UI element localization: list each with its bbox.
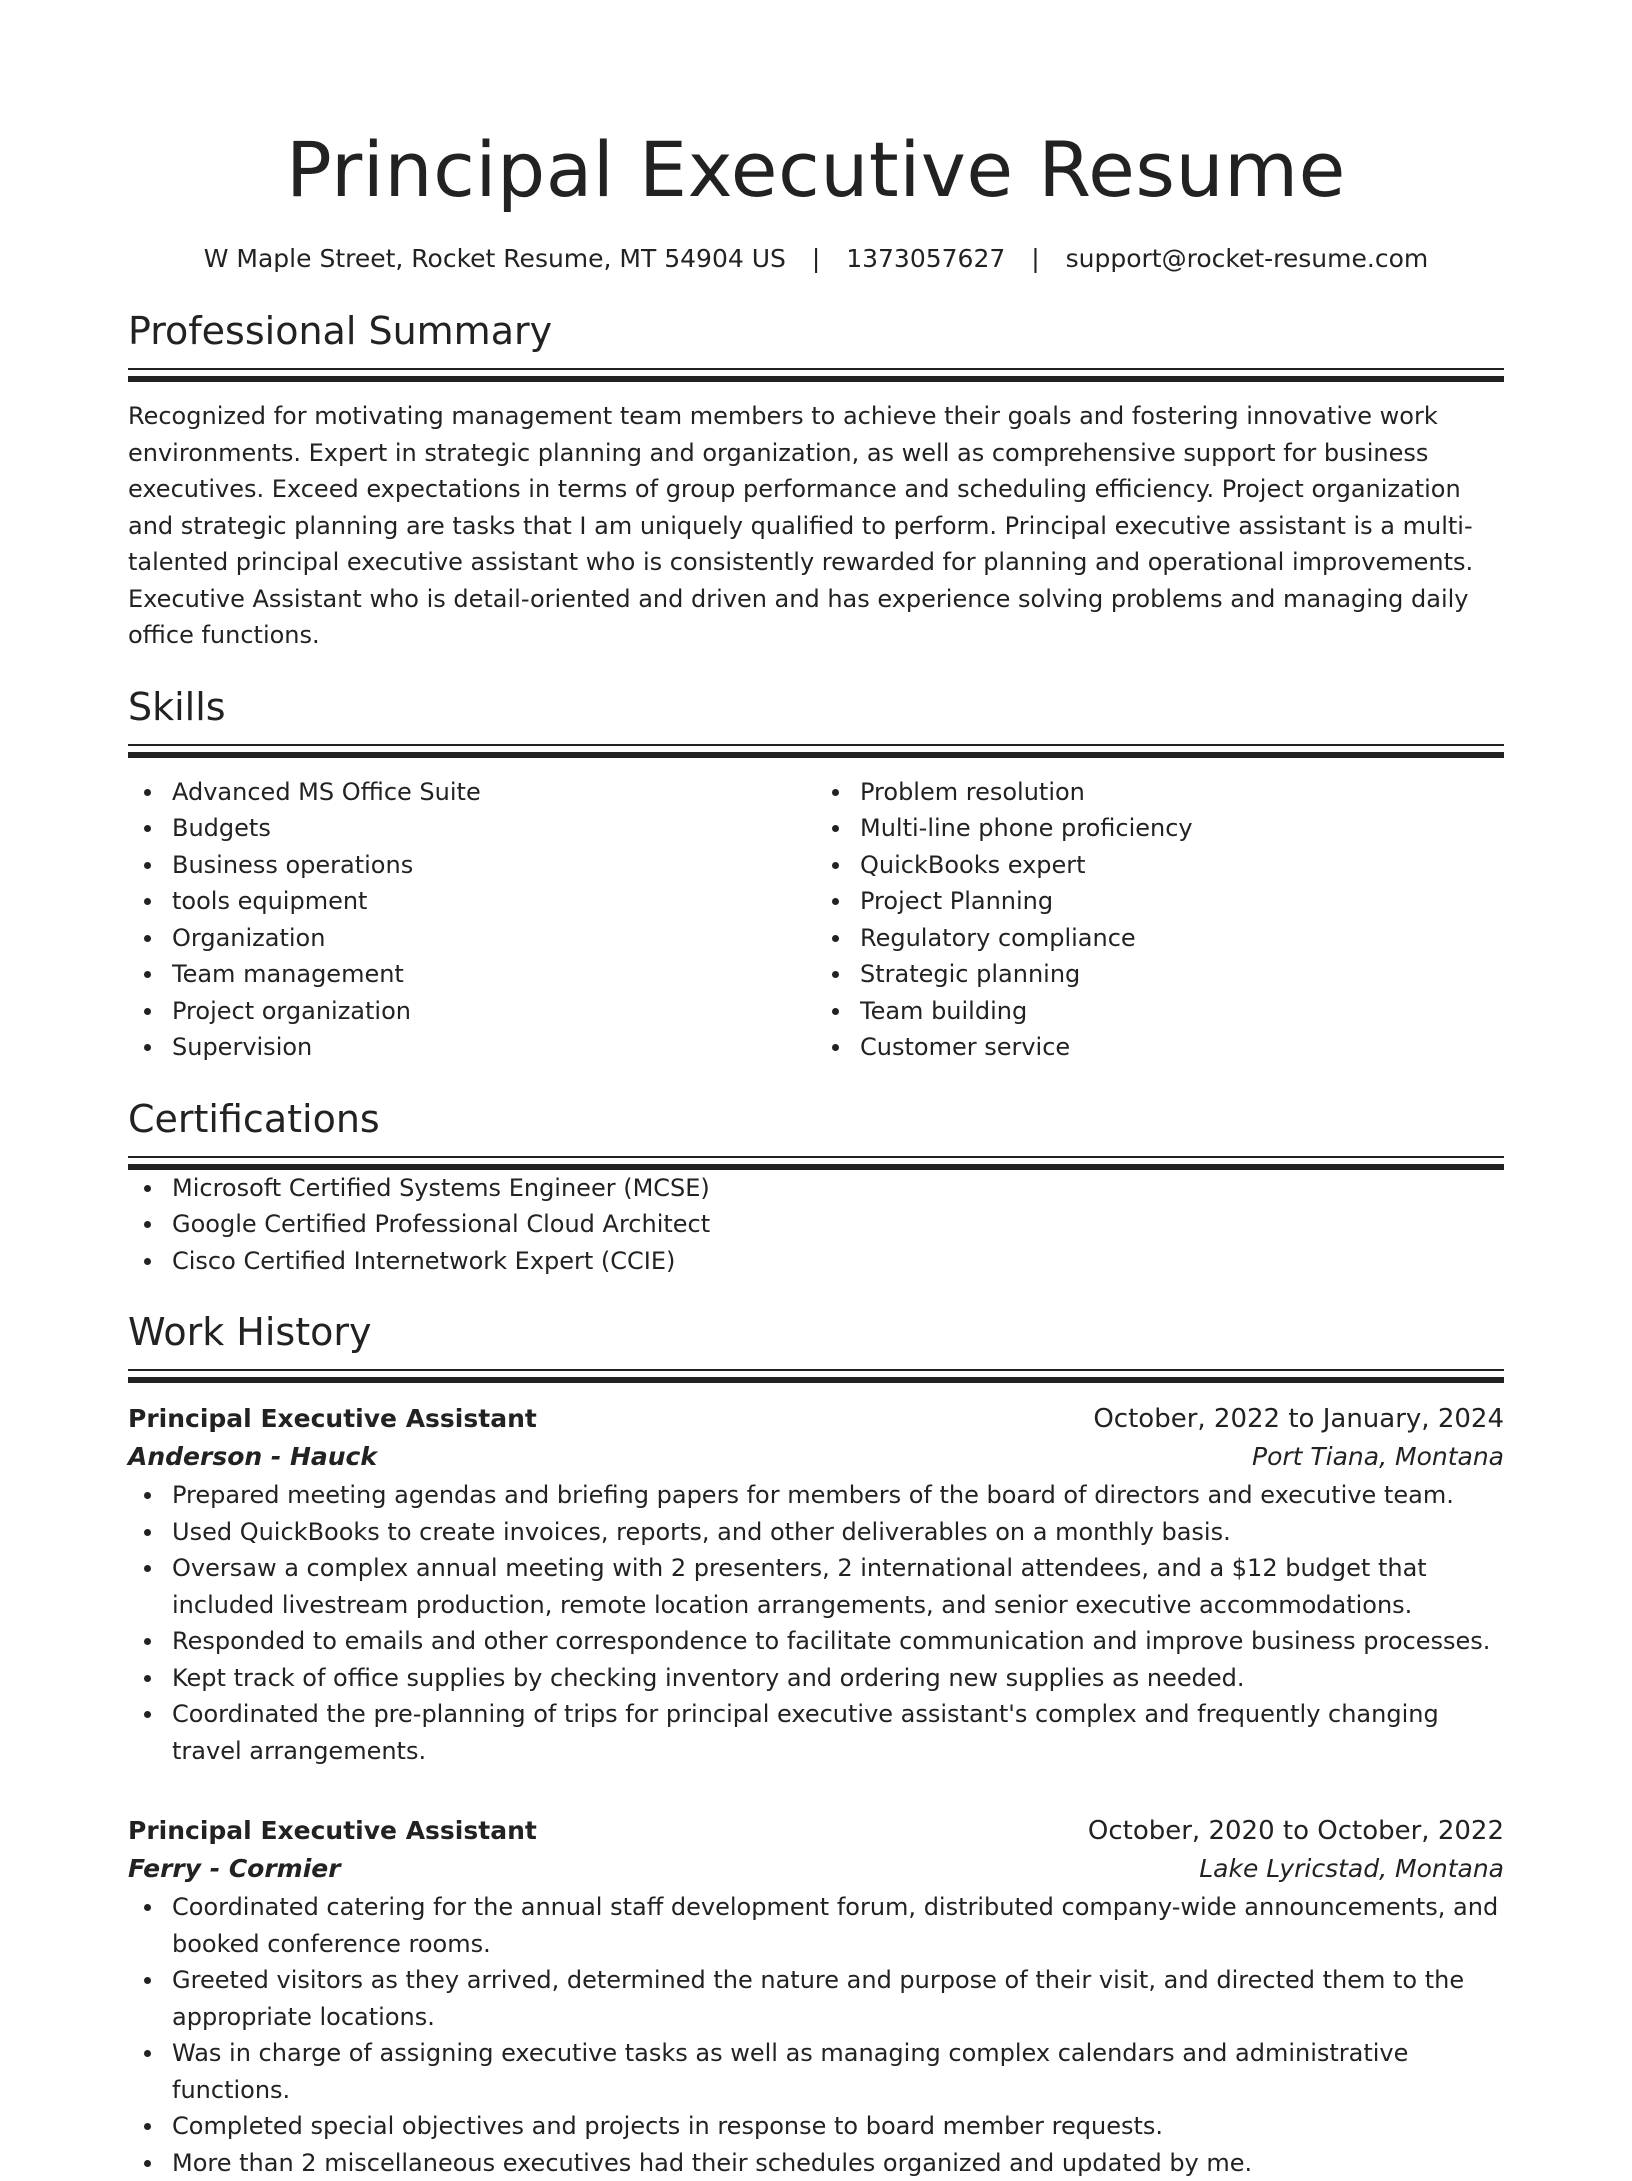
skill-item: Multi-line phone proficiency (860, 810, 1504, 847)
job-location: Port Tiana, Montana (1252, 1437, 1504, 1477)
job-bullet: Used QuickBooks to create invoices, reports, and other deliverables on a monthly basis. (172, 1514, 1504, 1551)
section-divider (128, 368, 1504, 382)
job-company-row (128, 1849, 1504, 1889)
job-bullet: Coordinated the pre-planning of trips for principal executive assistant's complex and frequently changing travel arrangements. (172, 1696, 1504, 1769)
contact-separator: | (1031, 244, 1039, 273)
skills-section (128, 682, 1504, 1066)
job-header-row (128, 1813, 1504, 1849)
skill-item: Budgets (172, 810, 816, 847)
skill-item: Project organization (172, 993, 816, 1030)
contact-phone: 1373057627 (846, 244, 1005, 273)
skill-item: Advanced MS Office Suite (172, 774, 816, 811)
certification-item: Microsoft Certified Systems Engineer (MCSE) (172, 1170, 1504, 1207)
section-divider (128, 1156, 1504, 1170)
job-title: Principal Executive Assistant (128, 1401, 537, 1437)
section-title-summary: Professional Summary (128, 306, 1504, 356)
contact-address: W Maple Street, Rocket Resume, MT 54904 US (204, 244, 786, 273)
section-divider (128, 1369, 1504, 1383)
skills-list-left (128, 774, 816, 1066)
job-company: Anderson - Hauck (128, 1437, 377, 1477)
section-title-certifications: Certifications (128, 1094, 1504, 1144)
job-bullet: More than 2 miscellaneous executives had their schedules organized and updated by me. (172, 2145, 1504, 2181)
skill-item: Business operations (172, 847, 816, 884)
certifications-list (128, 1170, 1504, 1280)
contact-email: support@rocket-resume.com (1066, 244, 1429, 273)
job-entry (128, 1401, 1504, 1769)
work-history-section (128, 1307, 1504, 2181)
contact-line (128, 242, 1504, 276)
section-title-skills: Skills (128, 682, 1504, 732)
certifications-section (128, 1094, 1504, 1280)
job-dates: October, 2022 to January, 2024 (1093, 1401, 1504, 1437)
skill-item: Customer service (860, 1029, 1504, 1066)
skills-columns (128, 774, 1504, 1066)
skill-item: QuickBooks expert (860, 847, 1504, 884)
job-header-row (128, 1401, 1504, 1437)
skill-item: Team building (860, 993, 1504, 1030)
job-bullet: Greeted visitors as they arrived, determined the nature and purpose of their visit, and directed them to the appropriate locations. (172, 1962, 1504, 2035)
job-bullet: Oversaw a complex annual meeting with 2 presenters, 2 international attendees, and a $12 budget that included livestream production, remote location arrangements, and senior executive accommodations. (172, 1550, 1504, 1623)
job-company: Ferry - Cormier (128, 1849, 341, 1889)
skill-item: tools equipment (172, 883, 816, 920)
job-bullet: Was in charge of assigning executive tasks as well as managing complex calendars and administrative functions. (172, 2035, 1504, 2108)
job-bullet: Responded to emails and other correspondence to facilitate communication and improve business processes. (172, 1623, 1504, 1660)
contact-separator: | (812, 244, 820, 273)
skill-item: Regulatory compliance (860, 920, 1504, 957)
skill-item: Organization (172, 920, 816, 957)
certification-item: Cisco Certified Internetwork Expert (CCIE) (172, 1243, 1504, 1280)
job-bullet: Coordinated catering for the annual staff development forum, distributed company-wide announcements, and booked conference rooms. (172, 1889, 1504, 1962)
section-title-work-history: Work History (128, 1307, 1504, 1357)
job-bullet: Completed special objectives and projects in response to board member requests. (172, 2108, 1504, 2145)
job-company-row (128, 1437, 1504, 1477)
summary-section (128, 306, 1504, 654)
skill-item: Project Planning (860, 883, 1504, 920)
skill-item: Supervision (172, 1029, 816, 1066)
job-bullet: Prepared meeting agendas and briefing papers for members of the board of directors and executive team. (172, 1477, 1504, 1514)
certification-item: Google Certified Professional Cloud Architect (172, 1206, 1504, 1243)
skill-item: Team management (172, 956, 816, 993)
section-divider (128, 744, 1504, 758)
skills-column-left (128, 774, 816, 1066)
resume-title: Principal Executive Resume (128, 120, 1504, 220)
job-bullets (128, 1889, 1504, 2181)
skills-column-right (816, 774, 1504, 1066)
summary-text: Recognized for motivating management team members to achieve their goals and fostering innovative work environments. Expert in strategic planning and organization, as well as comprehensive support for business executives. Exceed expectations in terms of group performance and scheduling efficiency. Project organization and strategic planning are tasks that I am uniquely qualified to perform. Principal executive assistant is a multi-talented principal executive assistant who is consistently rewarded for planning and operational improvements. Executive Assistant who is detail-oriented and driven and has experience solving problems and managing daily office functions. (128, 398, 1504, 654)
skill-item: Strategic planning (860, 956, 1504, 993)
job-bullets (128, 1477, 1504, 1769)
resume-page (128, 0, 1504, 2181)
skills-list-right (816, 774, 1504, 1066)
job-location: Lake Lyricstad, Montana (1199, 1849, 1504, 1889)
skill-item: Problem resolution (860, 774, 1504, 811)
job-entry (128, 1813, 1504, 2181)
job-title: Principal Executive Assistant (128, 1813, 537, 1849)
job-dates: October, 2020 to October, 2022 (1088, 1813, 1504, 1849)
job-bullet: Kept track of office supplies by checking inventory and ordering new supplies as needed. (172, 1660, 1504, 1697)
